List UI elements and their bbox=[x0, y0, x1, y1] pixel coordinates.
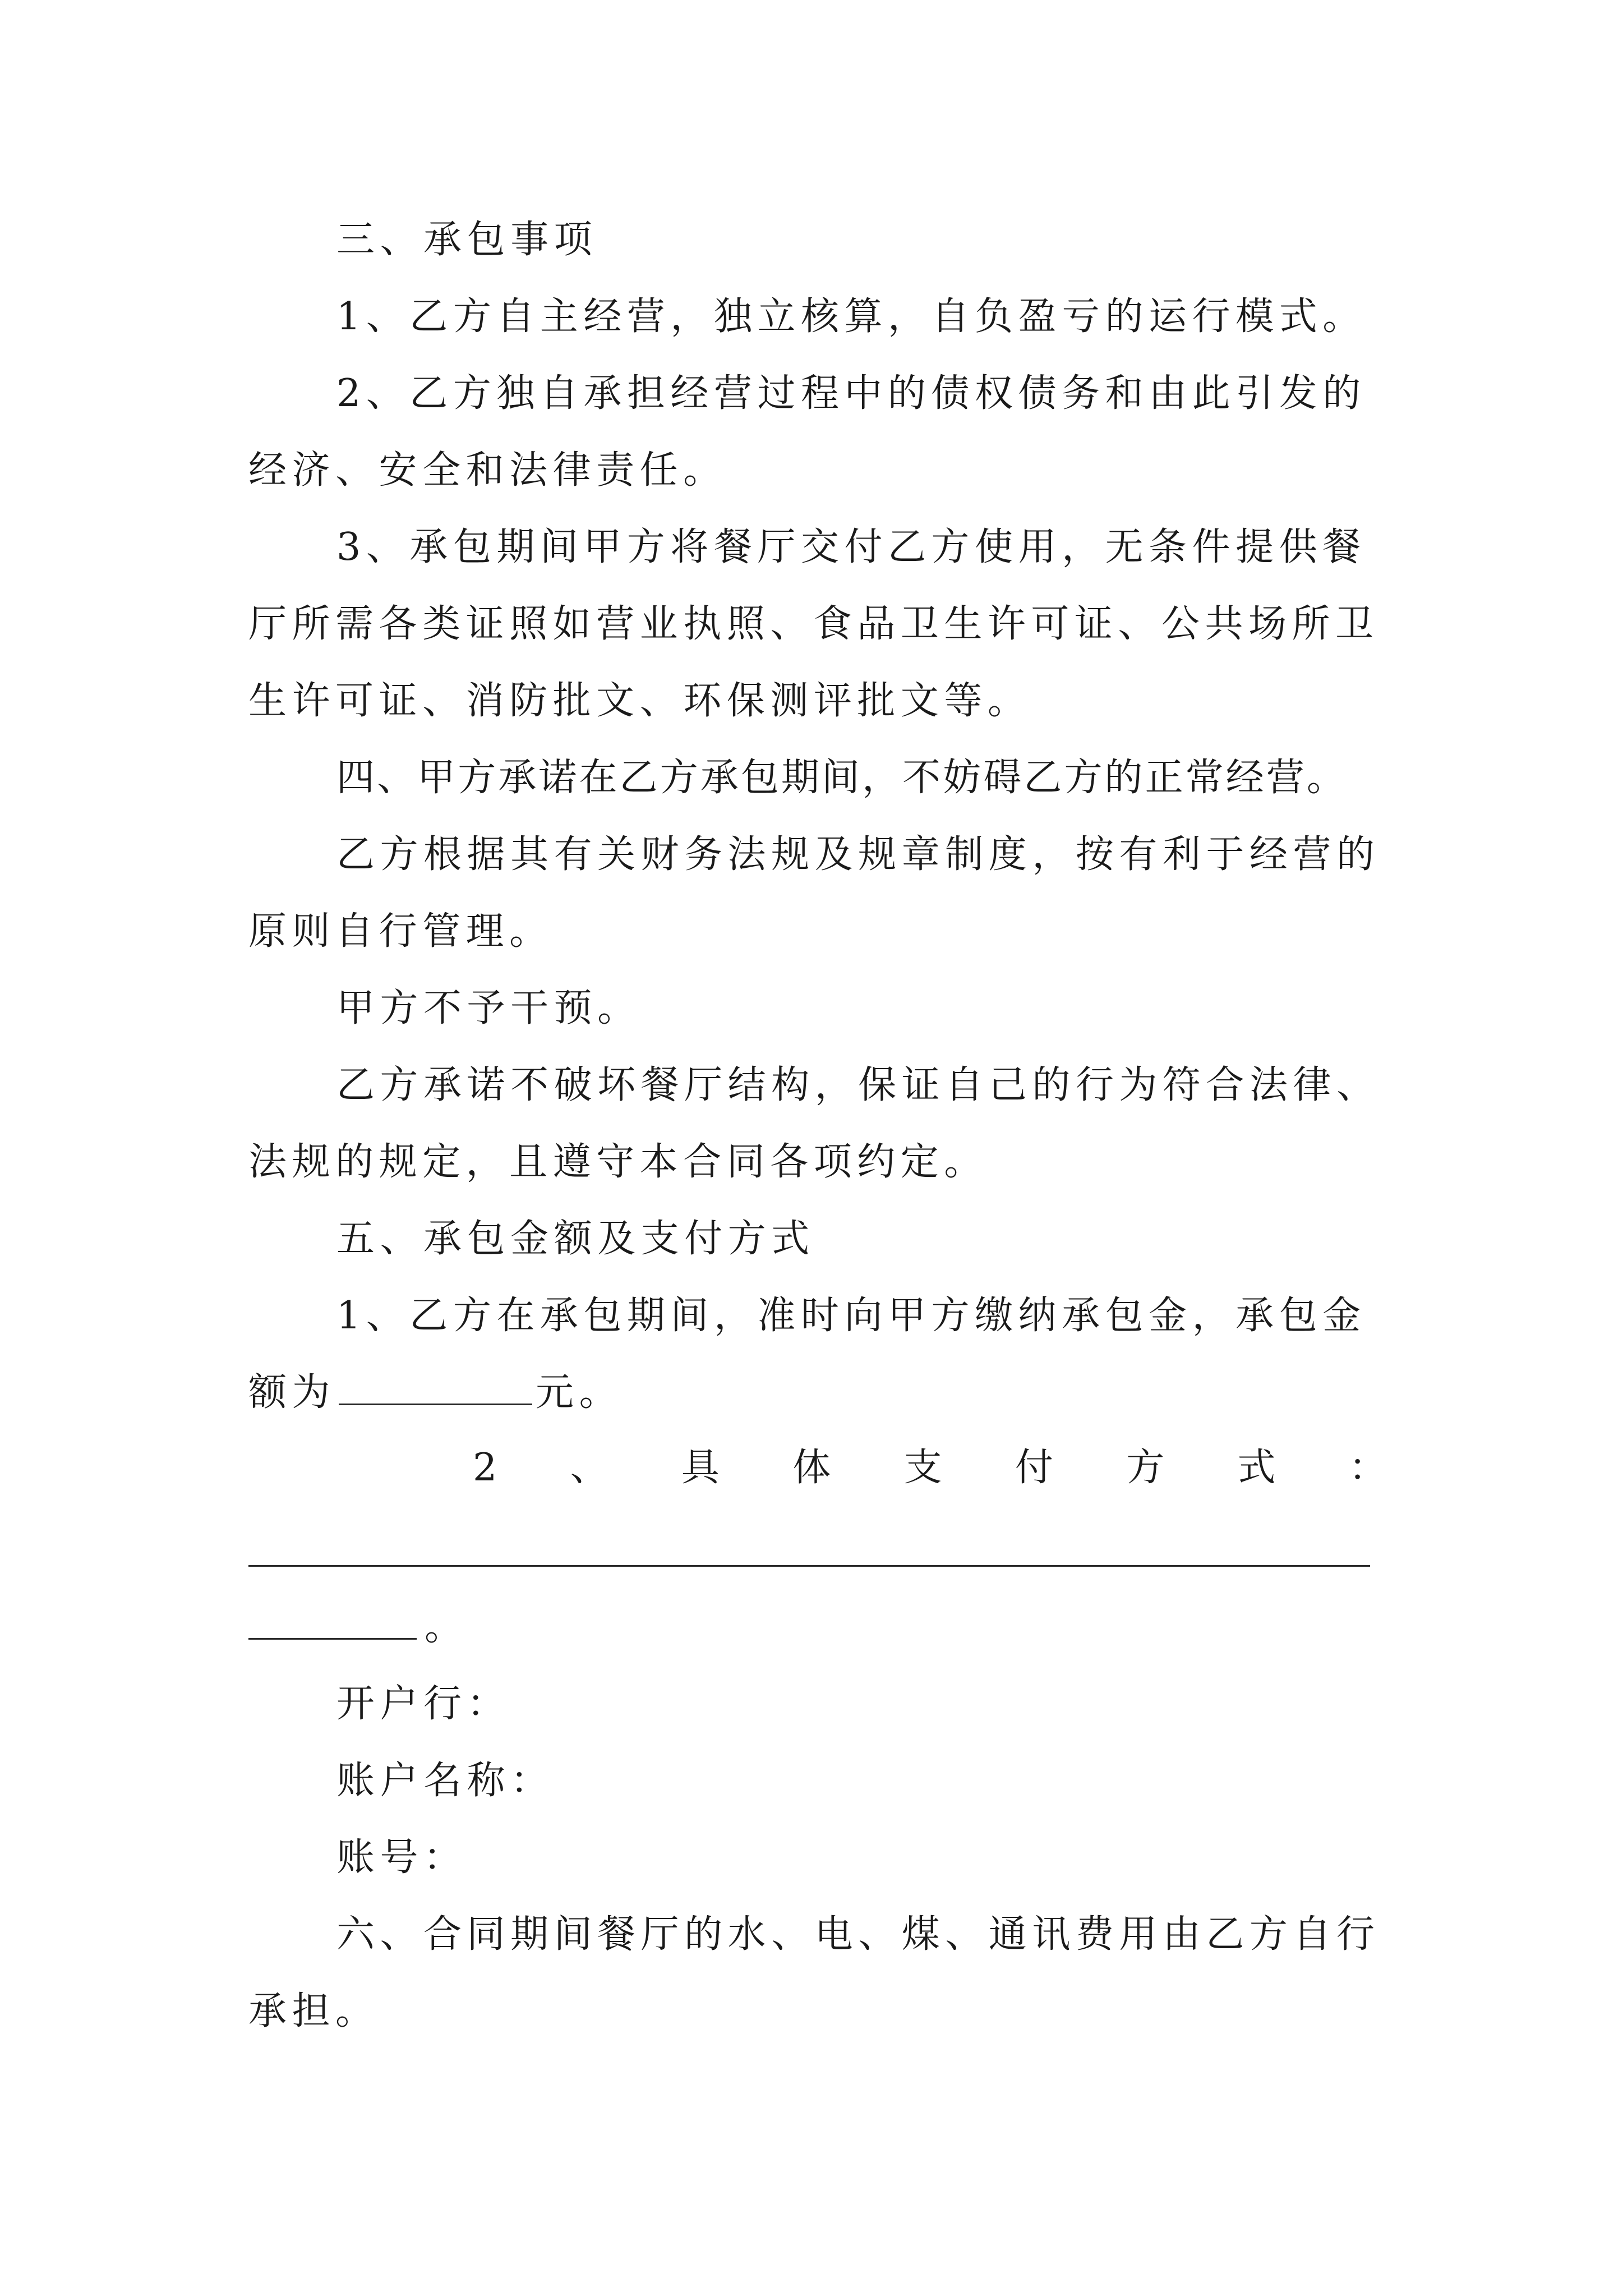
payment-method-line bbox=[248, 1443, 1387, 1493]
payment-tail-blank[interactable] bbox=[248, 1604, 417, 1640]
bank-label: 开户行： bbox=[336, 1682, 511, 1726]
payment-char: 具 bbox=[681, 1446, 720, 1490]
paragraph-4-3-line2: 法规的规定，且遵守本合同各项约定。 bbox=[248, 1140, 988, 1184]
paragraph-4-3-line1: 乙方承诺不破坏餐厅结构，保证自己的行为符合法律、 bbox=[336, 1063, 1380, 1107]
paragraph-4-1-line2: 原则自行管理。 bbox=[248, 909, 553, 954]
paragraph-3-3-line3: 生许可证、消防批文、环保测评批文等。 bbox=[248, 679, 1031, 723]
paragraph-3-3-line1: 3、承包期间甲方将餐厅交付乙方使用，无条件提供餐 bbox=[336, 525, 1366, 569]
payment-char: 体 bbox=[792, 1446, 831, 1490]
payment-method-blank[interactable] bbox=[248, 1565, 1370, 1567]
payment-method-tail bbox=[248, 1602, 1387, 1653]
paragraph-4-1-line1: 乙方根据其有关财务法规及规章制度，按有利于经营的 bbox=[336, 832, 1380, 877]
paragraph-3-2-line1: 2、乙方独自承担经营过程中的债权债务和由此引发的 bbox=[336, 371, 1366, 416]
payment-end: 。 bbox=[425, 1605, 468, 1649]
section-5-heading: 五、承包金额及支付方式 bbox=[336, 1217, 815, 1261]
paragraph-3-1: 1、乙方自主经营，独立核算，自负盈亏的运行模式。 bbox=[336, 295, 1366, 339]
payment-char: 支 bbox=[903, 1446, 942, 1490]
account-name-label: 账户名称： bbox=[336, 1759, 554, 1803]
account-number-label: 账号： bbox=[336, 1835, 467, 1880]
amount-prefix: 额为 bbox=[248, 1370, 336, 1415]
paragraph-3-3-line2: 厅所需各类证照如营业执照、食品卫生许可证、公共场所卫 bbox=[248, 602, 1379, 646]
paragraph-3-2-line2: 经济、安全和法律责任。 bbox=[248, 448, 727, 493]
payment-char: ： bbox=[1348, 1446, 1387, 1490]
paragraph-4-2: 甲方不予干预。 bbox=[336, 986, 641, 1030]
section-4-heading: 四、甲方承诺在乙方承包期间，不妨碍乙方的正常经营。 bbox=[336, 756, 1348, 800]
payment-char: 式 bbox=[1237, 1446, 1276, 1490]
paragraph-5-1-line2 bbox=[248, 1368, 1387, 1418]
amount-suffix: 元。 bbox=[536, 1370, 623, 1415]
payment-char: 2 bbox=[473, 1446, 497, 1490]
section-6-line1: 六、合同期间餐厅的水、电、煤、通讯费用由乙方自行 bbox=[336, 1912, 1380, 1957]
payment-char: 方 bbox=[1126, 1446, 1165, 1490]
section-6-line2: 承担。 bbox=[248, 1989, 379, 2033]
payment-char: 付 bbox=[1015, 1446, 1053, 1490]
amount-blank[interactable] bbox=[339, 1370, 532, 1405]
section-3-heading: 三、承包事项 bbox=[336, 218, 598, 262]
paragraph-5-1-line1: 1、乙方在承包期间，准时向甲方缴纳承包金，承包金 bbox=[336, 1294, 1366, 1338]
payment-char: 、 bbox=[570, 1446, 608, 1490]
